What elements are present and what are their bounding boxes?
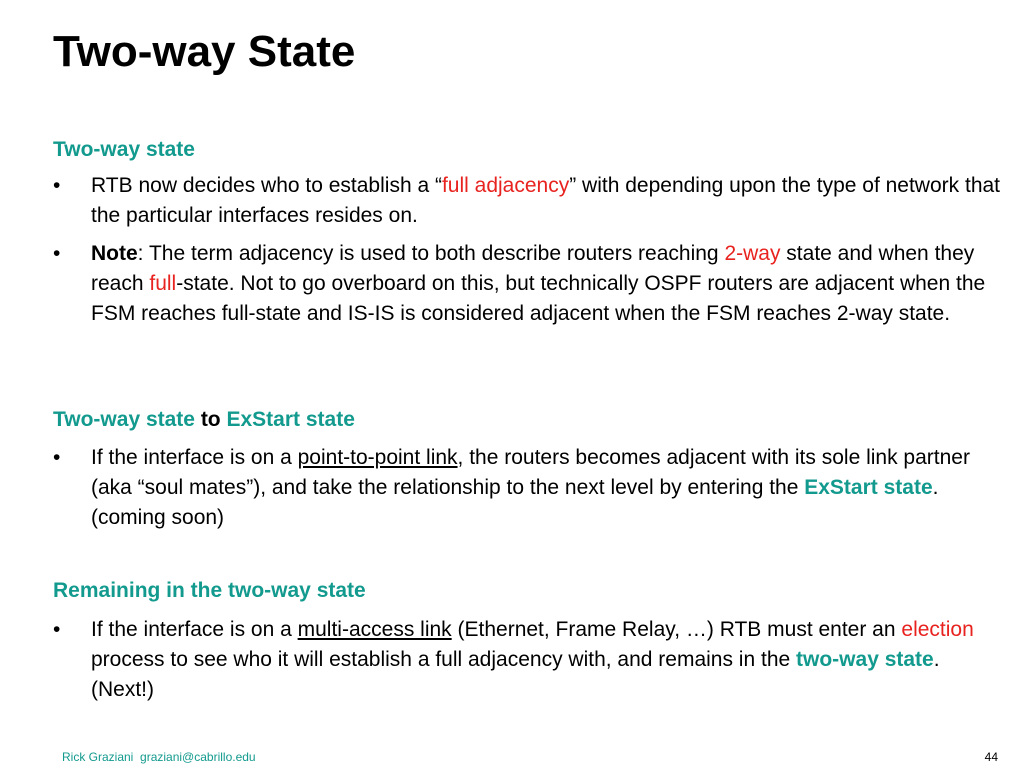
term-two-way-state: two-way state: [796, 648, 934, 671]
bullet-multi-access: [53, 615, 1003, 705]
term-multi-access-link: multi-access link: [297, 618, 452, 641]
bullet-text: [91, 615, 1003, 705]
text-run: If the interface is on a: [91, 446, 298, 469]
section-heading-remaining: Remaining in the two-way state: [53, 579, 366, 602]
text-run: process to see who it will establish a full adjacency with, and remains in the: [91, 648, 797, 671]
bullet-text: [91, 239, 1003, 329]
text-run: ” with depending upon the type of network that the particular interfaces resides on.: [91, 174, 1001, 227]
text-run: . (coming soon): [91, 476, 939, 529]
text-run: : The term adjacency is used to both describe routers reaching: [137, 242, 725, 265]
footer-author: Rick Graziani: [62, 750, 134, 764]
highlight-full-adjacency: full adjacency: [441, 174, 570, 197]
text-run: state and when they reach: [91, 242, 975, 295]
text-run: RTB now decides who to establish a “: [91, 174, 442, 197]
footer-credit: [62, 749, 256, 765]
section-heading-exstart: [53, 406, 355, 434]
page-number: 44: [984, 750, 998, 764]
bullet-text: [91, 443, 1003, 533]
text-run: If the interface is on a: [91, 618, 298, 641]
bullet-dot: •: [53, 446, 61, 469]
text-run: -state. Not to go overboard on this, but technically OSPF routers are adjacent when the FSM reaches full-state and IS-IS is considered adjacent when the FSM reaches 2-way state.: [91, 272, 986, 325]
slide-title: Two-way State: [53, 27, 356, 76]
term-exstart-state: ExStart state: [804, 476, 933, 499]
text-run: . (Next!): [91, 648, 940, 701]
bullet-dot: •: [53, 242, 61, 265]
highlight-election: election: [901, 618, 974, 641]
footer-email: graziani@cabrillo.edu: [140, 750, 256, 764]
heading-part: Two-way state: [53, 408, 195, 431]
bullet-text: [91, 171, 1003, 231]
bullet-point-to-point: [53, 443, 1003, 533]
term-point-to-point-link: point-to-point link: [297, 446, 458, 469]
bullet-full-adjacency: [53, 171, 1003, 231]
bullet-dot: •: [53, 174, 61, 197]
bullet-dot: •: [53, 618, 61, 641]
text-run: (Ethernet, Frame Relay, …) RTB must enter an: [451, 618, 902, 641]
note-label: Note: [91, 242, 138, 265]
bullet-note: [53, 239, 1003, 359]
text-run: , the routers becomes adjacent with its sole link partner (aka “soul mates”), and take the relationship to the next level by entering the: [91, 446, 970, 499]
highlight-full: full: [149, 272, 177, 295]
highlight-2-way: 2-way: [724, 242, 781, 265]
section-heading-two-way-state: Two-way state: [53, 138, 195, 161]
heading-part: ExStart state: [226, 408, 355, 431]
heading-part: to: [194, 408, 227, 431]
